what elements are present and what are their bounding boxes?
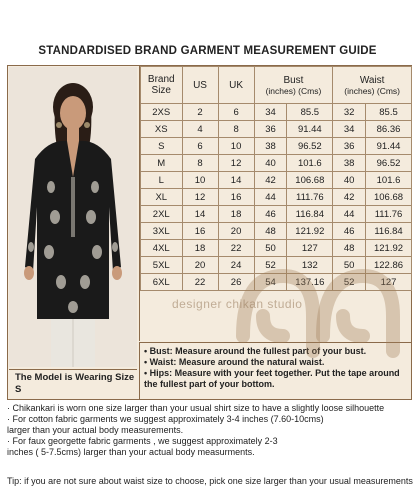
table-cell: 111.76 (287, 189, 333, 206)
table-cell: 2XS (141, 104, 183, 121)
watermark-text: designer chikan studio (172, 297, 303, 311)
table-cell: 2XL (141, 206, 183, 223)
header-brand-size: Brand Size (141, 67, 183, 104)
table-cell: 6 (218, 104, 254, 121)
table-cell: 34 (333, 121, 366, 138)
guidance-line: inches ( 5-7.5cms) larger than your actual body measurments. (7, 447, 255, 457)
table-cell: XL (141, 189, 183, 206)
table-cell: 34 (254, 104, 287, 121)
table-cell: 32 (333, 104, 366, 121)
table-cell: 20 (218, 223, 254, 240)
table-cell: 101.6 (287, 155, 333, 172)
table-cell: 24 (218, 257, 254, 274)
table-cell: 10 (218, 138, 254, 155)
table-cell: 2 (182, 104, 218, 121)
table-cell: 101.6 (366, 172, 412, 189)
table-cell: 48 (333, 240, 366, 257)
table-cell: 4XL (141, 240, 183, 257)
table-cell: 46 (254, 206, 287, 223)
fit-guidance (7, 403, 412, 458)
table-header-row (141, 67, 412, 104)
table-row (141, 274, 412, 291)
note-bust: • Bust: Measure around the fullest part of your bust. (144, 346, 367, 356)
table-cell: 132 (287, 257, 333, 274)
table-cell: 20 (182, 257, 218, 274)
table-cell: 121.92 (366, 240, 412, 257)
table-cell: 40 (254, 155, 287, 172)
table-cell: 36 (333, 138, 366, 155)
table-cell: 38 (333, 155, 366, 172)
guidance-line: larger than your actual body measurements. (7, 425, 184, 435)
table-row (141, 104, 412, 121)
table-cell: 96.52 (287, 138, 333, 155)
table-cell: 44 (333, 206, 366, 223)
table-cell: 86.36 (366, 121, 412, 138)
table-cell: 3XL (141, 223, 183, 240)
table-cell: 121.92 (287, 223, 333, 240)
table-cell: 106.68 (366, 189, 412, 206)
table-row (141, 138, 412, 155)
table-cell: 122.86 (366, 257, 412, 274)
table-row (141, 189, 412, 206)
header-bust (254, 67, 333, 104)
table-row (141, 223, 412, 240)
table-cell: 52 (333, 274, 366, 291)
table-row (141, 155, 412, 172)
table-cell: 48 (254, 223, 287, 240)
table-cell: 85.5 (287, 104, 333, 121)
note-waist: • Waist: Measure around the natural waist. (144, 357, 325, 367)
table-cell: 40 (333, 172, 366, 189)
table-cell: 16 (182, 223, 218, 240)
table-cell: 18 (182, 240, 218, 257)
header-waist-units: (inches) (Cms) (344, 85, 400, 96)
header-waist (333, 67, 412, 104)
header-bust-label: Bust (283, 74, 304, 86)
table-cell: 38 (254, 138, 287, 155)
table-cell: 42 (333, 189, 366, 206)
table-cell: 96.52 (366, 155, 412, 172)
header-us: US (182, 67, 218, 104)
table-row (141, 240, 412, 257)
note-hips: • Hips: Measure with your feet together. Put the tape around the fullest part of your bottom. (144, 368, 400, 389)
table-cell: 22 (218, 240, 254, 257)
table-cell: 85.5 (366, 104, 412, 121)
table-cell: 116.84 (287, 206, 333, 223)
table-cell: 5XL (141, 257, 183, 274)
table-cell: 6XL (141, 274, 183, 291)
table-cell: 137.16 (287, 274, 333, 291)
table-cell: 8 (182, 155, 218, 172)
guidance-line: · Chikankari is worn one size larger than your usual shirt size to have a slightly loose silhouette (7, 403, 385, 413)
table-cell: M (141, 155, 183, 172)
table-row (141, 121, 412, 138)
table-cell: 116.84 (366, 223, 412, 240)
table-cell: 52 (254, 257, 287, 274)
table-cell: 18 (218, 206, 254, 223)
size-table (140, 66, 412, 291)
table-cell: 50 (333, 257, 366, 274)
table-row (141, 172, 412, 189)
table-cell: 4 (182, 121, 218, 138)
guidance-line: · For faux georgette fabric garments , we suggest approximately 2-3 (7, 436, 278, 446)
table-cell: 111.76 (366, 206, 412, 223)
table-cell: L (141, 172, 183, 189)
table-cell: 91.44 (366, 138, 412, 155)
header-uk: UK (218, 67, 254, 104)
table-row (141, 206, 412, 223)
table-cell: 8 (218, 121, 254, 138)
sizing-tip: Tip: if you are not sure about waist size to choose, pick one size larger than your usual measurements (7, 476, 413, 486)
table-cell: S (141, 138, 183, 155)
model-size-caption: The Model is Wearing Size S (9, 369, 137, 397)
table-cell: 50 (254, 240, 287, 257)
table-cell: 106.68 (287, 172, 333, 189)
table-cell: 16 (218, 189, 254, 206)
measurement-notes (139, 342, 411, 399)
table-row (141, 257, 412, 274)
table-cell: 54 (254, 274, 287, 291)
table-cell: 127 (366, 274, 412, 291)
header-bust-units: (inches) (Cms) (265, 85, 322, 96)
table-cell: 42 (254, 172, 287, 189)
table-cell: 44 (254, 189, 287, 206)
header-waist-label: Waist (359, 74, 385, 86)
model-photo (9, 67, 137, 367)
table-cell: 14 (218, 172, 254, 189)
table-cell: 26 (218, 274, 254, 291)
size-guide-panel (7, 65, 412, 400)
table-cell: 46 (333, 223, 366, 240)
table-cell: 14 (182, 206, 218, 223)
table-cell: 127 (287, 240, 333, 257)
table-cell: 91.44 (287, 121, 333, 138)
table-cell: 6 (182, 138, 218, 155)
table-cell: 10 (182, 172, 218, 189)
table-cell: XS (141, 121, 183, 138)
page-title: STANDARDISED BRAND GARMENT MEASUREMENT GUIDE (38, 45, 377, 57)
table-cell: 36 (254, 121, 287, 138)
guidance-line: · For cotton fabric garments we suggest approximately 3-4 inches (7.60-10cms) (7, 414, 324, 424)
table-cell: 12 (218, 155, 254, 172)
table-cell: 22 (182, 274, 218, 291)
table-cell: 12 (182, 189, 218, 206)
